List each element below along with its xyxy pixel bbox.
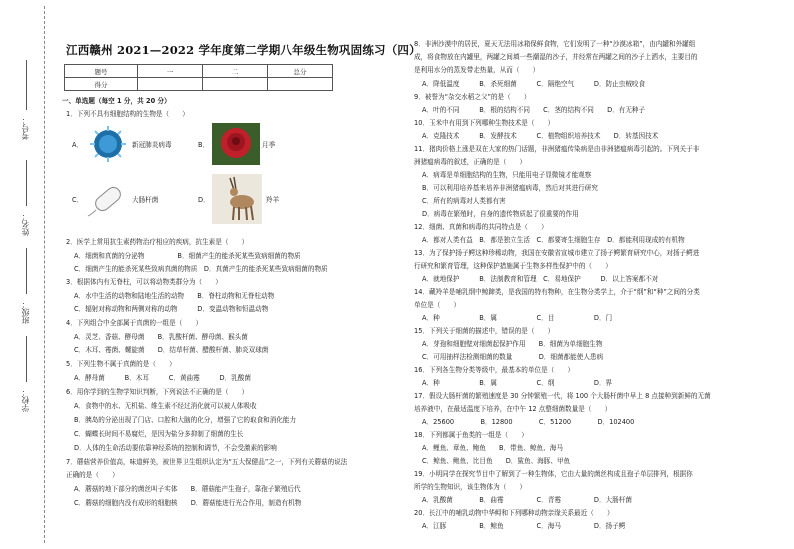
option-line: A．就地保护 B．法制教育和管理 C．易地保护 D．以上答案都不对 <box>422 275 659 283</box>
question-line: 2．医学上常用抗生素药物治疗相应的疾病，抗生素是（ ） <box>66 238 249 246</box>
section-heading: 一、单选题（每空 1 分，共 20 分） <box>62 97 171 105</box>
option-line: A．叶的不同 B．根的结构不同 C．茎的结构不同 D．有无种子 <box>422 106 646 114</box>
question-line: 11．猪肉价格上涨是双在大家的热门话题，非洲猪瘟传染病是由非洲猪瘟病毒引起的。下列关于非 <box>414 145 700 153</box>
virus-icon <box>86 124 130 164</box>
question-line: 12．细菌、真菌和病毒的共同特点是（ ） <box>414 223 548 231</box>
question-line: 7．蘑菇营养价值高，味道鲜美，被世界卫生组织认定为“五大保健品”之一，下列有关蘑菇的说法 <box>66 458 348 466</box>
option-line: A．都对人类有益 B．都是独立生活 C．都要寄生细胞生存 D．都能利用现成的有机物 <box>422 236 685 244</box>
question-line: 14．藏羚羊是哺乳纲中鲸蹄类，是我国的特有物种，在生物分类学上，介于“纲”和“种”之间的分类 <box>414 288 700 296</box>
option-line: A．降低温度 B．杀死细菌 C．隔绝空气 D．防止虫贼咬食 <box>422 80 646 88</box>
question-line: 17．假设大肠杆菌的繁殖速度是 30 分钟繁殖一代，将 100 个大肠杆菌中早上 8 点接种到新鲜的无菌 <box>414 392 711 400</box>
question-line: 培养液中，在最适温度下培养，在中午 12 点整细菌数量是（ ） <box>414 405 612 413</box>
question-line: 19．小明同学在探究节目中了解到了一种生物体，它由大量的菌丝构成且孢子单层排列，根据你 <box>414 470 693 478</box>
question-line: 8．非洲沙漠中的居民，夏天无法用冰箱保鲜食物，它们发明了一种“沙漠冰箱”，由内罐和外罐组 <box>414 40 696 48</box>
option-line: A．食物中的水、无机盐、维生素不经过消化就可以被人体吸收 <box>74 402 257 410</box>
score-table <box>64 64 333 91</box>
question-line: 6．用你学到的生物学知识判断，下列说法不正确的是（ ） <box>66 388 249 396</box>
question-line: 20．长江中的哺乳动物中华鲟和下列哪种动物亲缘关系最近（ ） <box>414 509 614 517</box>
option-label: A． <box>72 141 84 149</box>
option-line: C．木耳、霉菌、螺旋菌 D．结草杆菌、醋酸杆菌、肺炎双球菌 <box>74 346 269 354</box>
score-header-cell: 二 <box>203 65 268 78</box>
option-line: A．灵芝、香菇、酵母菌 B．乳酸杆菌、酵母菌、猴头菌 <box>74 333 248 341</box>
score-input-cell[interactable] <box>203 78 268 91</box>
question-line: 9．被誉为“杂交水稻之父”的是（ ） <box>414 93 531 101</box>
option-line: A．芽孢和细胞壁对细菌起保护作用 B．细菌为单细胞生物 <box>422 340 603 348</box>
xuexiao-line <box>26 336 27 382</box>
option-line: A．鲤鱼、章鱼、鲍鱼 B．带鱼、鲸鱼、海马 <box>422 444 563 452</box>
question-line: 成，将食物放在内罐里，两罐之间填一些潮湿的沙子，并经常在两罐之间的沙子上洒水，主要目的 <box>414 53 698 61</box>
option-line: B．胰岛的分泌出现了门店、口腔和大脑的化分，增强了它的取食和消化能力 <box>74 416 297 424</box>
question-line: 18．下列都属于鱼类的一组是（ ） <box>414 431 528 439</box>
xingming-line <box>26 160 27 206</box>
option-line: A．种 B．属 C．目 D．门 <box>422 314 613 322</box>
kaohao-label: 考号： <box>21 116 30 140</box>
question-line: 所学的生物知识，该生物体为（ ） <box>414 483 527 491</box>
score-header-cell: 题号 <box>65 65 138 78</box>
option-text: 新冠肺炎病毒 <box>132 141 172 149</box>
bacterium-icon <box>86 176 130 222</box>
question-line: 是利用水分的蒸发带走热量，从而（ ） <box>414 66 540 74</box>
question-line: 洲猪瘟病毒的叙述，正确的是（ ） <box>414 158 527 166</box>
score-header-cell: 总分 <box>268 65 333 78</box>
question-line: 3．根据体内有无脊柱，可以将动物类群分为（ ） <box>66 278 222 286</box>
option-line: B．可以利用培养基来培养非洲猪瘟病毒，然后对其进行研究 <box>422 184 598 192</box>
score-row-label: 得分 <box>65 78 138 91</box>
option-line: C．蝴蝶长时间不易腐烂，是因为盐分多抑制了细菌的生长 <box>74 430 244 438</box>
option-line: A．25600 B．12800 C．51200 D．102400 <box>422 418 635 426</box>
option-text: 大肠杆菌 <box>132 196 159 204</box>
question-line: 16．下列各生物分类等级中，最基本的单位是（ ） <box>414 366 575 374</box>
question-line: 10．玉米中有用到下列哪种生物技术是（ ） <box>414 119 555 127</box>
xingming-label: 姓名： <box>21 212 30 236</box>
kaohao-line <box>26 60 27 110</box>
option-line: C．蘑菇的细胞内没有成形的细胞核 D．蘑菇能进行光合作用，制造有机物 <box>74 499 302 507</box>
option-line: A．蘑菇的地下部分的菌丝叫子实体 B．蘑菇能产生孢子，靠孢子繁殖后代 <box>74 485 301 493</box>
option-line: A．种 B．属 C．纲 D．界 <box>422 379 613 387</box>
option-line: C．可用抽样法检测细菌的数量 D．细菌都能使人患病 <box>422 353 604 361</box>
option-line: D．人体的生命活动要依靠神经系统的控制和调节，不会受激素的影响 <box>74 444 277 452</box>
question-line: 15．下列关于细菌的描述中，错误的是（ ） <box>414 327 555 335</box>
option-label: D． <box>198 196 210 204</box>
option-line: A．病毒是单细胞结构的生物，只能用电子显微镜才能观察 <box>422 171 592 179</box>
banji-label: 班级： <box>21 300 30 324</box>
option-label: C． <box>72 196 84 204</box>
question-line: 13．为了保护扬子鳄这种珍稀动物，我国在安徽省宣城市建立了扬子鳄繁育研究中心，对扬子鳄进 <box>414 249 700 257</box>
option-line: A．克隆技术 B．发酵技术 C．植物组织培养技术 D．转基因技术 <box>422 132 659 140</box>
option-line: C．鲸鱼、鲍鱼、比目鱼 D．鲨鱼、海豚、甲鱼 <box>422 457 571 465</box>
score-input-cell[interactable] <box>268 78 333 91</box>
score-input-cell[interactable] <box>138 78 203 91</box>
option-text: 羚羊 <box>266 196 280 204</box>
question-line: 行研究和繁育管理，这种保护措施属于生物多样性保护中的（ ） <box>414 262 612 270</box>
option-label: B． <box>198 141 210 149</box>
cut-line <box>44 6 45 543</box>
option-line: A．细菌和真菌的分泌物 B．细菌产生的能杀死某些致病细菌的物质 <box>74 252 301 260</box>
question-line: 4．下列组合中全部属于真菌的一组是（ ） <box>66 319 203 327</box>
question-line: 单位是（ ） <box>414 301 461 309</box>
xuexiao-label: 学校： <box>21 388 30 412</box>
option-line: A．酵母菌 B．木耳 C．黄曲霉 D．乳酸菌 <box>74 374 251 382</box>
question-line: 1．下列不具有细胞结构的生物是（ ） <box>66 110 189 118</box>
option-line: D．病毒在繁殖时，自身的遗传物质起了很重要的作用 <box>422 210 579 218</box>
rose-icon <box>212 123 260 165</box>
option-line: C．细菌产生的能杀死某些致病真菌的物质 D．真菌产生的能杀死某些致病细菌的物质 <box>74 265 328 273</box>
banji-line <box>26 248 27 294</box>
option-line: A．乳酸菌 B．曲霉 C．青霉 D．大肠杆菌 <box>422 496 632 504</box>
question-line: 5．下列生物不属于真菌的是（ ） <box>66 360 176 368</box>
binding-margin <box>0 0 52 549</box>
option-line: C．所有的病毒对人类都有害 <box>422 197 506 205</box>
option-text: 月季 <box>262 141 276 149</box>
score-header-cell: 一 <box>138 65 203 78</box>
option-line: C．辐射对称动物和两侧对称的动物 D．变温动物和恒温动物 <box>74 305 269 313</box>
question-line: 正确的是（ ） <box>66 471 119 479</box>
page-title: 江西赣州 2021—2022 学年度第二学期八年级生物巩固练习（四） <box>66 43 421 57</box>
antelope-icon <box>212 174 262 224</box>
option-line: A．江豚 B．鲸鱼 C．海马 D．扬子鳄 <box>422 522 626 530</box>
option-line: A．水中生活的动物和陆地生活的动物 B．脊柱动物和无脊柱动物 <box>74 292 275 300</box>
